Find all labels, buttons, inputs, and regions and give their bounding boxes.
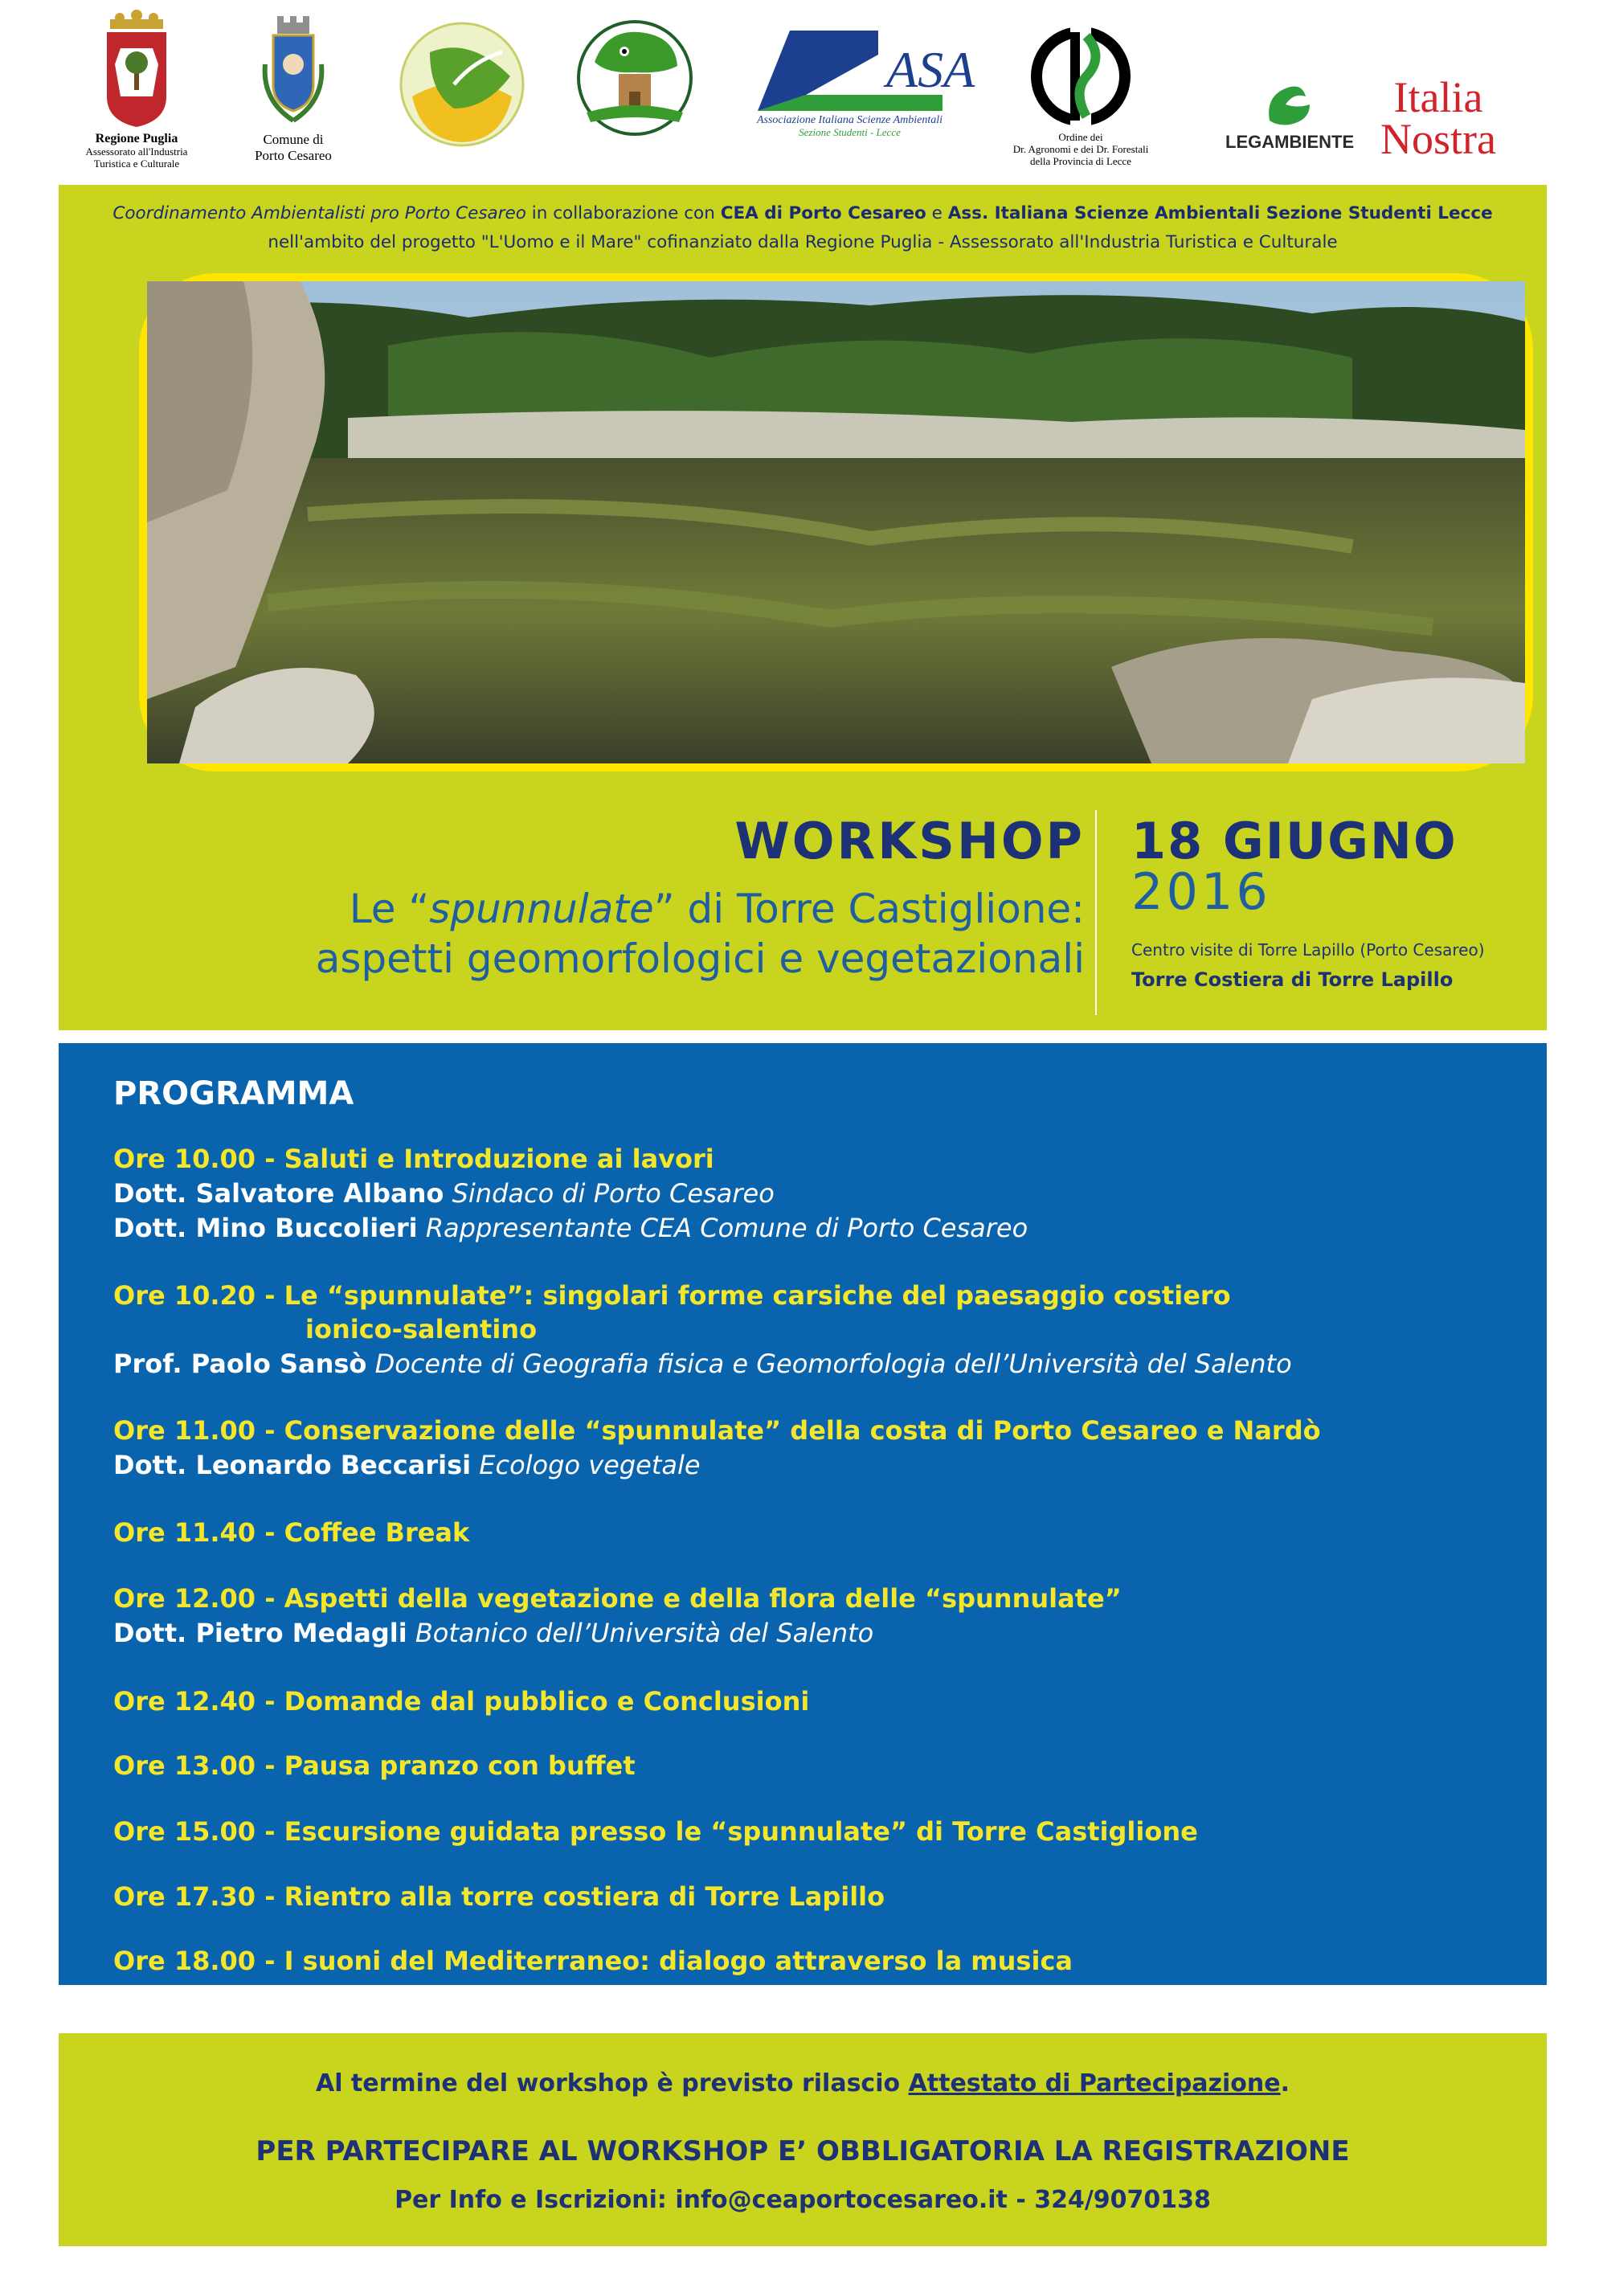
- certificate-note-post: .: [1280, 2069, 1290, 2098]
- legambiente-wordmark: LEGAMBIENTE: [1225, 132, 1355, 152]
- speaker-role: Sindaco di Porto Cesareo: [452, 1178, 775, 1209]
- comune-caption-1: Comune di: [263, 132, 324, 147]
- speaker-role: Ecologo vegetale: [479, 1450, 701, 1480]
- parco-round-logo[interactable]: [398, 20, 526, 152]
- workshop-subtitle: [121, 884, 1085, 984]
- credit-ass: Ass. Italiana Scienze Ambientali Sezione Studenti Lecce: [947, 203, 1493, 223]
- item-time: Ore 11.40 - Coffee Break: [113, 1517, 470, 1548]
- regione-caption-1: Regione Puglia: [95, 132, 178, 145]
- credit-line-2: nell'ambito del progetto "L'Uomo e il Mare" cofinanziato dalla Regione Puglia - Assessorato all'Industria Turistica e Culturale: [268, 232, 1338, 252]
- program-item: [113, 1750, 636, 1781]
- item-time: Ore 11.00 - Conservazione delle “spunnulate” della costa di Porto Cesareo e Nardò: [113, 1415, 1321, 1446]
- footer-panel: [59, 2033, 1547, 2246]
- item-time: Ore 17.30 - Rientro alla torre costiera di Torre Lapillo: [113, 1881, 885, 1912]
- credit-mid: in collaborazione con: [531, 203, 715, 223]
- workshop-title: WORKSHOP: [734, 812, 1085, 870]
- program-speaker: [113, 1213, 1028, 1243]
- program-item: [113, 1415, 1321, 1446]
- program-panel: [59, 1043, 1547, 1985]
- header-panel: [59, 185, 1547, 1030]
- ordine-caption-2: Dr. Agronomi e dei Dr. Forestali: [1012, 142, 1149, 155]
- italia-nostra-logo[interactable]: [1358, 73, 1519, 163]
- program-speaker: [113, 1178, 775, 1209]
- certificate-link[interactable]: Attestato di Partecipazione: [908, 2069, 1281, 2098]
- venue-line-2: Torre Costiera di Torre Lapillo: [1131, 968, 1454, 991]
- legambiente-swan-icon: [1261, 72, 1318, 129]
- speaker-name: Dott. Mino Buccolieri: [113, 1213, 418, 1243]
- item-time: Ore 10.00 - Saluti e Introduzione ai lavori: [113, 1144, 714, 1174]
- venue-line-1: Centro visite di Torre Lapillo (Porto Cesareo): [1131, 940, 1485, 960]
- certificate-note-pre: Al termine del workshop è previsto rilascio: [315, 2069, 901, 2098]
- speaker-name: Prof. Paolo Sansò: [113, 1349, 367, 1379]
- program-item: [113, 1280, 1231, 1311]
- credit-line-1: [59, 199, 1547, 228]
- speaker-role: Botanico dell’Università del Salento: [415, 1618, 874, 1648]
- asa-caption-2: Sezione Studenti - Lecce: [799, 126, 901, 139]
- vertical-divider: [1095, 810, 1097, 1015]
- program-item: [113, 1517, 469, 1548]
- program-item-continuation: [305, 1314, 537, 1344]
- speaker-name: Dott. Salvatore Albano: [113, 1178, 444, 1209]
- program-item: [113, 1816, 1198, 1847]
- asa-logo[interactable]: [747, 31, 975, 139]
- program-speaker: [113, 1618, 873, 1648]
- italia-nostra-line-2: Nostra: [1380, 115, 1496, 163]
- subtitle-post: ” di Torre Castiglione:: [653, 886, 1085, 932]
- credit-text: [59, 199, 1547, 257]
- registration-required: PER PARTECIPARE AL WORKSHOP E’ OBBLIGATORIA LA REGISTRAZIONE: [256, 2135, 1350, 2167]
- program-item: [113, 1686, 809, 1717]
- legambiente-logo[interactable]: [1225, 72, 1354, 153]
- event-year: 2016: [1131, 862, 1271, 921]
- cea-circle-icon: [575, 18, 695, 138]
- regione-puglia-logo[interactable]: [76, 8, 197, 170]
- item-time: Ore 12.00 - Aspetti della vegetazione e della flora delle “spunnulate”: [113, 1583, 1122, 1614]
- landscape-image: [147, 281, 1525, 763]
- subtitle-line-1: [121, 884, 1085, 934]
- item-time: Ore 12.40 - Domande dal pubblico e Conclusioni: [113, 1686, 810, 1717]
- comune-crest-icon: [257, 8, 329, 129]
- subtitle-pre: Le “: [349, 886, 430, 932]
- ordine-agronomi-logo[interactable]: [1000, 24, 1161, 168]
- photo-frame: [139, 273, 1533, 771]
- item-time: Ore 10.20 - Le “spunnulate”: singolari forme carsiche del paesaggio costiero: [113, 1280, 1231, 1311]
- parco-circle-icon: [398, 20, 526, 149]
- spunnulate-photo: [147, 281, 1525, 763]
- logo-bar: [0, 0, 1607, 181]
- item-time: ionico-salentino: [305, 1314, 538, 1344]
- program-speaker: [113, 1349, 1292, 1379]
- program-item: [113, 1144, 714, 1174]
- comune-caption-2: Porto Cesareo: [255, 147, 332, 163]
- italia-nostra-line-1: Italia: [1393, 73, 1483, 121]
- asa-mark-icon: [758, 31, 975, 111]
- program-title: PROGRAMMA: [113, 1075, 354, 1112]
- credit-and: e: [931, 203, 943, 223]
- regione-caption-3: Turistica e Culturale: [93, 158, 180, 170]
- centro-educazione-ambientale-logo[interactable]: [575, 18, 695, 141]
- speaker-role: Rappresentante CEA Comune di Porto Cesareo: [425, 1213, 1028, 1243]
- speaker-name: Dott. Leonardo Beccarisi: [113, 1450, 472, 1480]
- program-item: [113, 1946, 1073, 1976]
- asa-wordmark: ASA: [885, 41, 975, 98]
- subtitle-line-2: aspetti geomorfologici e vegetazionali: [315, 935, 1085, 982]
- event-date: 18 GIUGNO: [1131, 812, 1458, 870]
- program-speaker: [113, 1450, 701, 1480]
- item-time: Ore 18.00 - I suoni del Mediterraneo: dialogo attraverso la musica: [113, 1946, 1073, 1976]
- program-item: [113, 1583, 1122, 1614]
- item-time: Ore 13.00 - Pausa pranzo con buffet: [113, 1750, 636, 1781]
- program-item: [113, 1881, 885, 1912]
- credit-cea: CEA di Porto Cesareo: [720, 203, 926, 223]
- certificate-note: [59, 2069, 1547, 2098]
- subtitle-italic: spunnulate: [429, 886, 654, 932]
- ordine-caption-3: della Provincia di Lecce: [1030, 154, 1131, 167]
- item-time: Ore 15.00 - Escursione guidata presso le “spunnulate” di Torre Castiglione: [113, 1816, 1198, 1847]
- comune-porto-cesareo-logo[interactable]: [241, 8, 346, 163]
- regione-puglia-crest-icon: [100, 8, 173, 129]
- speaker-role: Docente di Geografia fisica e Geomorfologia dell’Università del Salento: [374, 1349, 1292, 1379]
- credit-org: Coordinamento Ambientalisti pro Porto Cesareo: [112, 203, 526, 223]
- asa-caption-1: Associazione Italiana Scienze Ambientali: [756, 114, 943, 126]
- speaker-name: Dott. Pietro Medagli: [113, 1618, 407, 1648]
- ordine-caption-1: Ordine dei: [1058, 131, 1103, 143]
- ordine-emblem-icon: [1028, 24, 1133, 129]
- regione-caption-2: Assessorato all'Industria: [85, 145, 188, 158]
- contact-info[interactable]: Per Info e Iscrizioni: info@ceaportocesareo.it - 324/9070138: [395, 2186, 1211, 2214]
